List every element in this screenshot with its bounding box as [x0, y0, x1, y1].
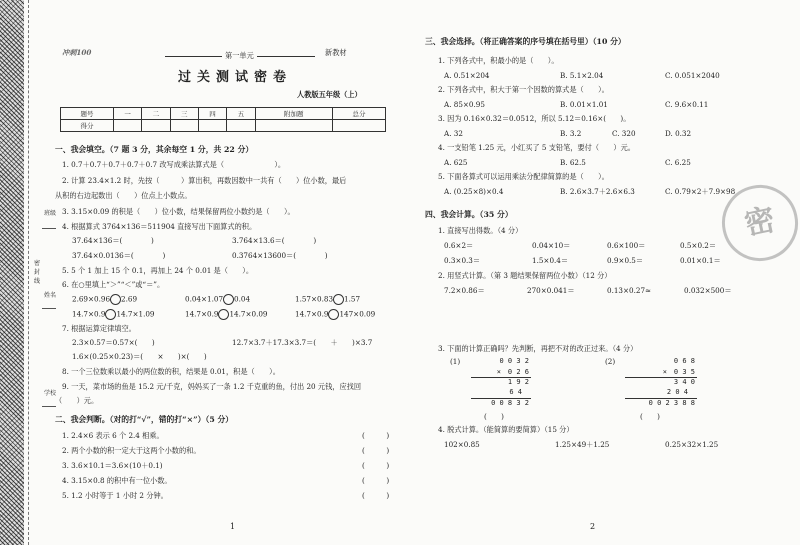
compare-right: 2.69	[121, 294, 138, 304]
page-number-2: 2	[590, 522, 596, 531]
s1-q4r2a: 37.64×0.0136＝( )	[72, 251, 166, 260]
s1-q2b: 从积的右边起数出（ ）位点上小数点。	[55, 191, 192, 200]
option: C. 6.25	[665, 158, 691, 167]
option: A. 32	[444, 129, 463, 138]
calc-line: 0 0 2 3 8 8	[648, 399, 695, 407]
oral-item: 0.6×2＝	[444, 241, 474, 250]
score-cell[interactable]	[227, 120, 255, 132]
page-title: 过关测试密卷	[178, 70, 293, 85]
s4-q3: 3. 下面的计算正确吗？先判断，再把不对的改正过来。（4 分）	[438, 344, 638, 353]
seal-stamp: 密	[715, 178, 800, 268]
compare-circle[interactable]	[110, 294, 121, 305]
option: A. 0.51×204	[444, 71, 490, 80]
calc-line: × 0 3 5	[662, 368, 695, 376]
compare-circle[interactable]	[328, 309, 339, 320]
option: D. 0.32	[665, 129, 692, 138]
judge-item: 3. 3.6×10.1＝3.6×(10＋0.1)	[62, 461, 163, 470]
s1-q3: 3. 3.15×0.09 的积是（ ）位小数，结果保留两位小数约是（ ）。	[62, 207, 295, 216]
side-label-class: 班级	[44, 210, 57, 217]
vertical-calc-item: 0.032×500＝	[684, 286, 732, 295]
compare-item	[295, 294, 360, 305]
calc-line: 0 6 8	[673, 357, 695, 365]
stepwise-item: 102×0.85	[444, 440, 480, 449]
s1-q1: 1. 0.7＋0.7＋0.7＋0.7＋0.7 改写成乘法算式是（ ）。	[62, 160, 286, 169]
side-seal-text: 密 封 线	[34, 260, 41, 285]
compare-left: 0.04×1.07	[185, 294, 224, 304]
s4-q4: 4. 脱式计算。（能简算的要简算）（15 分）	[438, 425, 574, 434]
judge-paren[interactable]: ( )	[362, 446, 390, 455]
vertical-calc-item: 0.13×0.27≈	[607, 286, 652, 295]
calc-line: 0 0 3 2	[499, 357, 529, 365]
calc-line: × 0 2 6	[496, 368, 529, 376]
score-cell[interactable]	[333, 120, 386, 132]
s1-q4r1b: 3.764×13.6＝( )	[232, 236, 317, 245]
option: B. 2.6×3.7＋2.6×6.3	[560, 187, 635, 196]
calc-line: 6 4	[509, 388, 522, 396]
option: B. 5.1×2.04	[560, 71, 604, 80]
s1-q4: 4. 根据算式 3764×136＝511904 直接写出下面算式的积。	[62, 222, 257, 231]
s1-q9a: 9. 一天，菜市场的鱼是 15.2 元/千克，妈妈买了一条 1.2 千克重的鱼，付出 20 元钱，应找回	[62, 382, 362, 391]
side-label-name: 姓名	[44, 292, 57, 299]
s1-q9b: （ ）元。	[55, 396, 99, 405]
score-header-cell: 三	[170, 108, 198, 120]
s4-q2: 2. 用竖式计算。（第 3 题结果保留两位小数）（12 分）	[438, 271, 612, 280]
class-blank	[42, 228, 56, 229]
score-header-cell: 四	[198, 108, 226, 120]
oral-item: 0.6×100＝	[607, 241, 646, 250]
calc-line: 0 0 8 3 2	[491, 399, 529, 407]
judge-item: 4. 3.15×0.8 的积中有一位小数。	[62, 476, 172, 485]
calc-line: 2 0 4	[666, 388, 688, 396]
judge-paren[interactable]: ( )	[362, 491, 390, 500]
compare-left: 1.57×0.83	[295, 294, 334, 304]
judge-paren[interactable]: ( )	[362, 476, 390, 485]
option: A. 85×0.95	[444, 100, 485, 109]
judge-paren[interactable]: ( )	[484, 412, 504, 421]
grade-label: 人教版五年级（上）	[297, 90, 362, 99]
section4-heading: 四、我会计算。（35 分）	[425, 210, 513, 219]
stepwise-item: 1.25×49＋1.25	[555, 440, 610, 449]
option: C. 0.051×2040	[665, 71, 720, 80]
compare-item	[72, 309, 155, 320]
compare-circle[interactable]	[333, 294, 344, 305]
compare-right: 14.7×0.09	[229, 309, 268, 319]
compare-circle[interactable]	[105, 309, 116, 320]
edition-label: 新教材	[325, 48, 347, 57]
compare-item	[185, 294, 250, 305]
s4-q1: 1. 直接写出得数。（4 分）	[438, 226, 523, 235]
seal-line	[28, 0, 29, 545]
score-header-cell: 一	[113, 108, 141, 120]
s1-q5: 5. 5 个 1 加上 15 个 0.1，再加上 24 个 0.01 是（ ）。	[62, 266, 254, 275]
judge-item: 5. 1.2 小时等于 1 小时 2 分钟。	[62, 491, 168, 500]
s1-q7a: 2.3×0.57＝0.57×( )	[72, 338, 155, 347]
compare-left: 14.7×0.9	[72, 309, 106, 319]
s3-q1: 1. 下列各式中，积最小的是（ ）。	[438, 56, 559, 65]
score-header-cell: 五	[227, 108, 255, 120]
option: C. 320	[612, 129, 636, 138]
page-number-1: 1	[230, 522, 236, 531]
judge-item: 1. 2.4×6 表示 6 个 2.4 相乘。	[62, 431, 164, 440]
judge-paren[interactable]: ( )	[362, 461, 390, 470]
compare-right: 1.57	[344, 294, 361, 304]
judge-item: 2. 两个小数的积一定大于这两个小数的和。	[62, 446, 201, 455]
school-blank	[42, 406, 56, 407]
score-header-cell: 二	[142, 108, 170, 120]
s1-q4r2b: 0.3764×13600＝( )	[232, 251, 328, 260]
option: A. 625	[444, 158, 468, 167]
score-header-cell: 总分	[333, 108, 386, 120]
s3-q3: 3. 因为 0.16×0.32＝0.0512，所以 5.12＝0.16×( )。	[438, 114, 631, 123]
compare-item	[295, 309, 375, 320]
oral-item: 0.3×0.3＝	[444, 256, 481, 265]
problem-tag: (1)	[450, 357, 461, 366]
judge-paren[interactable]: ( )	[640, 412, 660, 421]
vertical-calc-item: 7.2×0.86＝	[444, 286, 485, 295]
score-cell[interactable]	[170, 120, 198, 132]
calc-line: 3 4 0	[673, 378, 695, 386]
s1-q4r1a: 37.64×136＝( )	[72, 236, 154, 245]
compare-left: 14.7×0.9	[295, 309, 329, 319]
compare-left: 2.69×0.96	[72, 294, 111, 304]
s1-q7b: 12.7×3.7＋17.3×3.7＝( ＋ )×3.7	[232, 338, 373, 347]
s1-q2a: 2. 计算 23.4×1.2 时，先按（ ）算出积，再数因数中一共有（ ）位小数，最后	[62, 176, 347, 185]
oral-item: 0.9×0.5＝	[607, 256, 644, 265]
stepwise-item: 0.25×32×1.25	[665, 440, 719, 449]
score-header-cell: 题号	[61, 108, 114, 120]
compare-circle[interactable]	[218, 309, 229, 320]
score-cell[interactable]	[198, 120, 226, 132]
oral-item: 1.5×0.4＝	[532, 256, 569, 265]
oral-item: 0.5×0.2＝	[680, 241, 717, 250]
option: C. 9.6×0.11	[665, 100, 709, 109]
score-cell[interactable]	[142, 120, 170, 132]
s3-q2: 2. 下列各式中，积大于第一个因数的算式是（ ）。	[438, 85, 609, 94]
vertical-calc-item: 270×0.041＝	[527, 286, 575, 295]
brand-logo: 冲刺100	[62, 48, 92, 57]
score-cell[interactable]	[255, 120, 332, 132]
compare-right: 0.04	[234, 294, 251, 304]
option: A. (0.25×8)×0.4	[444, 187, 504, 196]
option: C. 0.79×2＋7.9×98	[665, 187, 736, 196]
side-label-school: 学校	[44, 390, 57, 397]
s1-q7: 7. 根据运算定律填空。	[62, 324, 136, 333]
problem-tag: (2)	[605, 357, 616, 366]
compare-right: 14.7×1.09	[116, 309, 155, 319]
oral-item: 0.01×0.1＝	[680, 256, 721, 265]
option: B. 3.2	[560, 129, 582, 138]
compare-item	[185, 309, 268, 320]
option: B. 62.5	[560, 158, 586, 167]
name-blank	[42, 308, 56, 309]
s3-q5: 5. 下面各算式可以运用乘法分配律简算的是（ ）。	[438, 172, 609, 181]
binding-pattern	[0, 0, 24, 545]
score-cell[interactable]	[113, 120, 141, 132]
compare-item	[72, 294, 137, 305]
section3-heading: 三、我会选择。（将正确答案的序号填在括号里）（10 分）	[425, 37, 626, 46]
s1-q8: 8. 一个三位数乘以最小的两位数的积，结果是 0.01，积是（ ）。	[62, 367, 280, 376]
score-table	[60, 107, 386, 132]
score-row-label: 得分	[61, 120, 114, 132]
section1-heading: 一、我会填空。（7 题 3 分，其余每空 1 分，共 22 分）	[55, 145, 254, 154]
judge-paren[interactable]: ( )	[362, 431, 390, 440]
s1-q7c: 1.6×(0.25×0.23)＝( × )×( )	[72, 352, 207, 361]
section2-heading: 二、我会判断。（对的打“√”，错的打“×”）（5 分）	[55, 415, 234, 424]
s1-q6: 6. 在○里填上“＞”“＜”或“＝”。	[62, 280, 165, 289]
option: B. 0.01×1.01	[560, 100, 608, 109]
compare-circle[interactable]	[223, 294, 234, 305]
score-header-cell: 附加题	[255, 108, 332, 120]
compare-left: 14.7×0.9	[185, 309, 219, 319]
unit-label: 第一单元	[222, 51, 257, 61]
compare-right: 147×0.09	[339, 309, 376, 319]
s3-q4: 4. 一支铅笔 1.25 元，小红买了 5 支铅笔，要付（ ）元。	[438, 143, 635, 152]
oral-item: 0.04×10＝	[532, 241, 571, 250]
calc-line: 1 9 2	[507, 378, 529, 386]
